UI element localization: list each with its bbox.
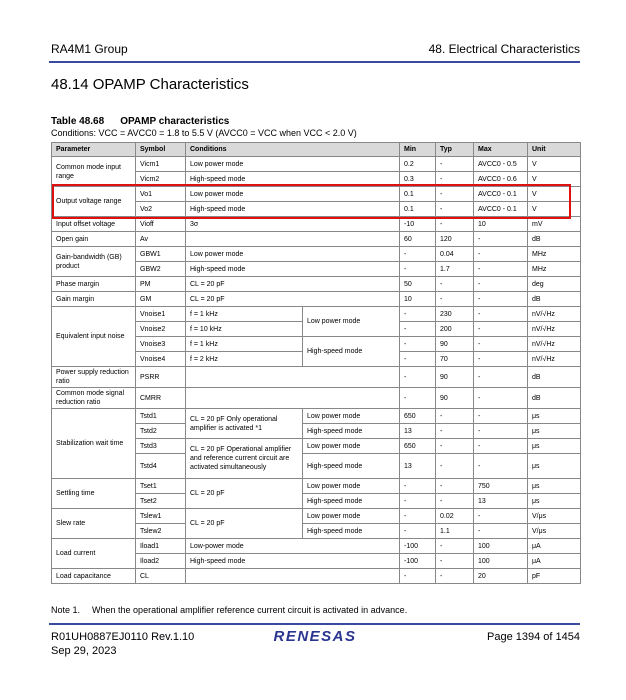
max-cell: - <box>474 232 528 247</box>
symbol-cell: Tslew2 <box>136 524 186 539</box>
min-cell: 0.2 <box>400 157 436 172</box>
col-header: Parameter <box>52 143 136 157</box>
opamp-table <box>51 142 581 584</box>
header-chapter: 48. Electrical Characteristics <box>428 42 580 56</box>
max-cell: AVCC0 - 0.1 <box>474 187 528 202</box>
unit-cell: dB <box>528 388 581 409</box>
symbol-cell: Av <box>136 232 186 247</box>
footer-page-number: Page 1394 of 1454 <box>487 631 580 643</box>
mode-cell: Low power mode <box>303 307 400 337</box>
unit-cell: μs <box>528 424 581 439</box>
symbol-cell: Vo2 <box>136 202 186 217</box>
cond-cell: CL = 20 pF <box>186 479 303 509</box>
min-cell: - <box>400 322 436 337</box>
max-cell: AVCC0 - 0.6 <box>474 172 528 187</box>
table-conditions: Conditions: VCC = AVCC0 = 1.8 to 5.5 V (AVCC0 = VCC when VCC < 2.0 V) <box>51 128 357 138</box>
renesas-logo <box>267 626 363 646</box>
max-cell: - <box>474 367 528 388</box>
cond-cell <box>186 388 400 409</box>
symbol-cell: Vicm2 <box>136 172 186 187</box>
cond-cell <box>186 232 400 247</box>
symbol-cell: Tstd2 <box>136 424 186 439</box>
typ-cell: - <box>436 172 474 187</box>
typ-cell: - <box>436 187 474 202</box>
unit-cell: μA <box>528 554 581 569</box>
unit-cell: MHz <box>528 262 581 277</box>
max-cell: 100 <box>474 554 528 569</box>
max-cell: - <box>474 524 528 539</box>
symbol-cell: Iload1 <box>136 539 186 554</box>
symbol-cell: Tslew1 <box>136 509 186 524</box>
footer-doc-id: R01UH0887EJ0110 Rev.1.10 <box>51 631 195 643</box>
unit-cell: μs <box>528 439 581 454</box>
cond-cell: f = 1 kHz <box>186 337 303 352</box>
cond-cell: CL = 20 pF Operational amplifier and reference current circuit are activated simultaneously <box>186 439 303 479</box>
max-cell: - <box>474 337 528 352</box>
unit-cell: V/μs <box>528 524 581 539</box>
header-rule <box>49 61 580 63</box>
typ-cell: - <box>436 409 474 424</box>
min-cell: - <box>400 352 436 367</box>
max-cell: - <box>474 292 528 307</box>
typ-cell: - <box>436 277 474 292</box>
unit-cell: μs <box>528 454 581 479</box>
note-label: Note 1. <box>51 605 81 615</box>
mode-cell: High-speed mode <box>303 337 400 367</box>
min-cell: -100 <box>400 554 436 569</box>
max-cell: 100 <box>474 539 528 554</box>
symbol-cell: Tstd4 <box>136 454 186 479</box>
param-cell: Stabilization wait time <box>52 409 136 479</box>
param-cell: Phase margin <box>52 277 136 292</box>
cond-cell: Low power mode <box>186 187 400 202</box>
symbol-cell: Vo1 <box>136 187 186 202</box>
cond-cell: High-speed mode <box>186 172 400 187</box>
mode-cell: Low power mode <box>303 479 400 494</box>
min-cell: 10 <box>400 292 436 307</box>
cond-cell: Low power mode <box>186 247 400 262</box>
unit-cell: nV/√Hz <box>528 352 581 367</box>
table-row <box>52 388 581 409</box>
min-cell: 0.1 <box>400 202 436 217</box>
mode-cell: High-speed mode <box>303 524 400 539</box>
unit-cell: μs <box>528 494 581 509</box>
cond-cell: 3σ <box>186 217 400 232</box>
footnote <box>51 605 407 615</box>
min-cell: - <box>400 524 436 539</box>
param-cell: Equivalent input noise <box>52 307 136 367</box>
max-cell: - <box>474 322 528 337</box>
unit-cell: pF <box>528 569 581 584</box>
min-cell: - <box>400 307 436 322</box>
max-cell: - <box>474 439 528 454</box>
symbol-cell: Iload2 <box>136 554 186 569</box>
min-cell: - <box>400 337 436 352</box>
typ-cell: 1.7 <box>436 262 474 277</box>
min-cell: - <box>400 494 436 509</box>
mode-cell: Low power mode <box>303 409 400 424</box>
typ-cell: 90 <box>436 388 474 409</box>
typ-cell: - <box>436 424 474 439</box>
typ-cell: - <box>436 569 474 584</box>
header-group: RA4M1 Group <box>51 42 128 56</box>
min-cell: -100 <box>400 539 436 554</box>
table-row <box>52 232 581 247</box>
mode-cell: Low power mode <box>303 509 400 524</box>
unit-cell: V <box>528 202 581 217</box>
table-row <box>52 479 581 494</box>
param-cell: Output voltage range <box>52 187 136 217</box>
unit-cell: V <box>528 172 581 187</box>
symbol-cell: Vioff <box>136 217 186 232</box>
min-cell: 650 <box>400 439 436 454</box>
table-row <box>52 409 581 424</box>
typ-cell: - <box>436 439 474 454</box>
unit-cell: nV/√Hz <box>528 322 581 337</box>
min-cell: 60 <box>400 232 436 247</box>
max-cell: AVCC0 - 0.5 <box>474 157 528 172</box>
cond-cell: CL = 20 pF <box>186 277 400 292</box>
unit-cell: μs <box>528 479 581 494</box>
symbol-cell: CL <box>136 569 186 584</box>
max-cell: - <box>474 388 528 409</box>
symbol-cell: Vnoise3 <box>136 337 186 352</box>
unit-cell: deg <box>528 277 581 292</box>
table-row <box>52 247 581 262</box>
symbol-cell: Vicm1 <box>136 157 186 172</box>
footer-date: Sep 29, 2023 <box>51 645 117 657</box>
min-cell: 50 <box>400 277 436 292</box>
mode-cell: High-speed mode <box>303 494 400 509</box>
table-row <box>52 217 581 232</box>
min-cell: - <box>400 367 436 388</box>
mode-cell: High-speed mode <box>303 454 400 479</box>
max-cell: - <box>474 424 528 439</box>
col-header: Unit <box>528 143 581 157</box>
cond-cell <box>186 367 400 388</box>
cond-cell: High-speed mode <box>186 554 400 569</box>
col-header: Symbol <box>136 143 186 157</box>
param-cell: Load capacitance <box>52 569 136 584</box>
typ-cell: 0.02 <box>436 509 474 524</box>
max-cell: 13 <box>474 494 528 509</box>
max-cell: - <box>474 454 528 479</box>
param-cell: Common mode signal reduction ratio <box>52 388 136 409</box>
cond-cell: Low-power mode <box>186 539 400 554</box>
col-header: Conditions <box>186 143 400 157</box>
max-cell: 20 <box>474 569 528 584</box>
typ-cell: - <box>436 157 474 172</box>
table-row <box>52 569 581 584</box>
min-cell: - <box>400 479 436 494</box>
table-row <box>52 187 581 202</box>
unit-cell: nV/√Hz <box>528 307 581 322</box>
param-cell: Load current <box>52 539 136 569</box>
typ-cell: - <box>436 479 474 494</box>
unit-cell: mV <box>528 217 581 232</box>
cond-cell: CL = 20 pF <box>186 292 400 307</box>
symbol-cell: Vnoise1 <box>136 307 186 322</box>
unit-cell: dB <box>528 367 581 388</box>
unit-cell: dB <box>528 232 581 247</box>
symbol-cell: Tstd1 <box>136 409 186 424</box>
param-cell: Open gain <box>52 232 136 247</box>
min-cell: - <box>400 262 436 277</box>
cond-cell: CL = 20 pF Only operational amplifier is activated *1 <box>186 409 303 439</box>
section-title: 48.14 OPAMP Characteristics <box>51 76 249 93</box>
table-number: Table 48.68 <box>51 116 105 127</box>
param-cell: Gain margin <box>52 292 136 307</box>
unit-cell: V <box>528 187 581 202</box>
unit-cell: V <box>528 157 581 172</box>
param-cell: Gain-bandwidth (GB) product <box>52 247 136 277</box>
max-cell: - <box>474 509 528 524</box>
col-header: Typ <box>436 143 474 157</box>
mode-cell: High-speed mode <box>303 424 400 439</box>
typ-cell: 230 <box>436 307 474 322</box>
typ-cell: - <box>436 554 474 569</box>
table-row <box>52 539 581 554</box>
renesas-logo-text: RENESAS <box>273 628 357 645</box>
table-row <box>52 367 581 388</box>
min-cell: - <box>400 388 436 409</box>
cond-cell <box>186 569 400 584</box>
typ-cell: 120 <box>436 232 474 247</box>
table-row <box>52 292 581 307</box>
symbol-cell: GBW1 <box>136 247 186 262</box>
table-row <box>52 307 581 322</box>
typ-cell: 0.04 <box>436 247 474 262</box>
typ-cell: - <box>436 292 474 307</box>
min-cell: 0.1 <box>400 187 436 202</box>
param-cell: Slew rate <box>52 509 136 539</box>
cond-cell: f = 1 kHz <box>186 307 303 322</box>
min-cell: 0.3 <box>400 172 436 187</box>
typ-cell: 200 <box>436 322 474 337</box>
cond-cell: Low power mode <box>186 157 400 172</box>
min-cell: - <box>400 247 436 262</box>
unit-cell: MHz <box>528 247 581 262</box>
typ-cell: - <box>436 202 474 217</box>
symbol-cell: CMRR <box>136 388 186 409</box>
max-cell: - <box>474 247 528 262</box>
cond-cell: CL = 20 pF <box>186 509 303 539</box>
max-cell: - <box>474 277 528 292</box>
max-cell: 10 <box>474 217 528 232</box>
symbol-cell: GM <box>136 292 186 307</box>
typ-cell: 1.1 <box>436 524 474 539</box>
max-cell: - <box>474 352 528 367</box>
note-text: When the operational amplifier reference current circuit is activated in advance. <box>92 605 408 615</box>
typ-cell: - <box>436 539 474 554</box>
symbol-cell: Vnoise2 <box>136 322 186 337</box>
max-cell: - <box>474 262 528 277</box>
symbol-cell: Tset2 <box>136 494 186 509</box>
param-cell: Input offset voltage <box>52 217 136 232</box>
mode-cell: Low power mode <box>303 439 400 454</box>
symbol-cell: GBW2 <box>136 262 186 277</box>
typ-cell: - <box>436 217 474 232</box>
table-row <box>52 277 581 292</box>
typ-cell: 90 <box>436 367 474 388</box>
table-row <box>52 157 581 172</box>
typ-cell: 90 <box>436 337 474 352</box>
param-cell: Settling time <box>52 479 136 509</box>
typ-cell: 70 <box>436 352 474 367</box>
max-cell: - <box>474 409 528 424</box>
symbol-cell: Vnoise4 <box>136 352 186 367</box>
symbol-cell: PSRR <box>136 367 186 388</box>
typ-cell: - <box>436 494 474 509</box>
min-cell: 650 <box>400 409 436 424</box>
max-cell: - <box>474 307 528 322</box>
footer-rule <box>49 623 580 625</box>
max-cell: AVCC0 - 0.1 <box>474 202 528 217</box>
unit-cell: V/μs <box>528 509 581 524</box>
typ-cell: - <box>436 454 474 479</box>
cond-cell: High-speed mode <box>186 202 400 217</box>
cond-cell: High-speed mode <box>186 262 400 277</box>
param-cell: Power supply reduction ratio <box>52 367 136 388</box>
min-cell: 13 <box>400 454 436 479</box>
cond-cell: f = 10 kHz <box>186 322 303 337</box>
min-cell: 13 <box>400 424 436 439</box>
symbol-cell: Tstd3 <box>136 439 186 454</box>
table-title: OPAMP characteristics <box>120 116 230 127</box>
table-row <box>52 509 581 524</box>
min-cell: -10 <box>400 217 436 232</box>
table-header-row <box>52 143 581 157</box>
symbol-cell: Tset1 <box>136 479 186 494</box>
max-cell: 750 <box>474 479 528 494</box>
unit-cell: μA <box>528 539 581 554</box>
min-cell: - <box>400 509 436 524</box>
min-cell: - <box>400 569 436 584</box>
cond-cell: f = 2 kHz <box>186 352 303 367</box>
symbol-cell: PM <box>136 277 186 292</box>
param-cell: Common mode input range <box>52 157 136 187</box>
unit-cell: nV/√Hz <box>528 337 581 352</box>
table-caption <box>51 116 229 127</box>
unit-cell: dB <box>528 292 581 307</box>
col-header: Max <box>474 143 528 157</box>
col-header: Min <box>400 143 436 157</box>
unit-cell: μs <box>528 409 581 424</box>
